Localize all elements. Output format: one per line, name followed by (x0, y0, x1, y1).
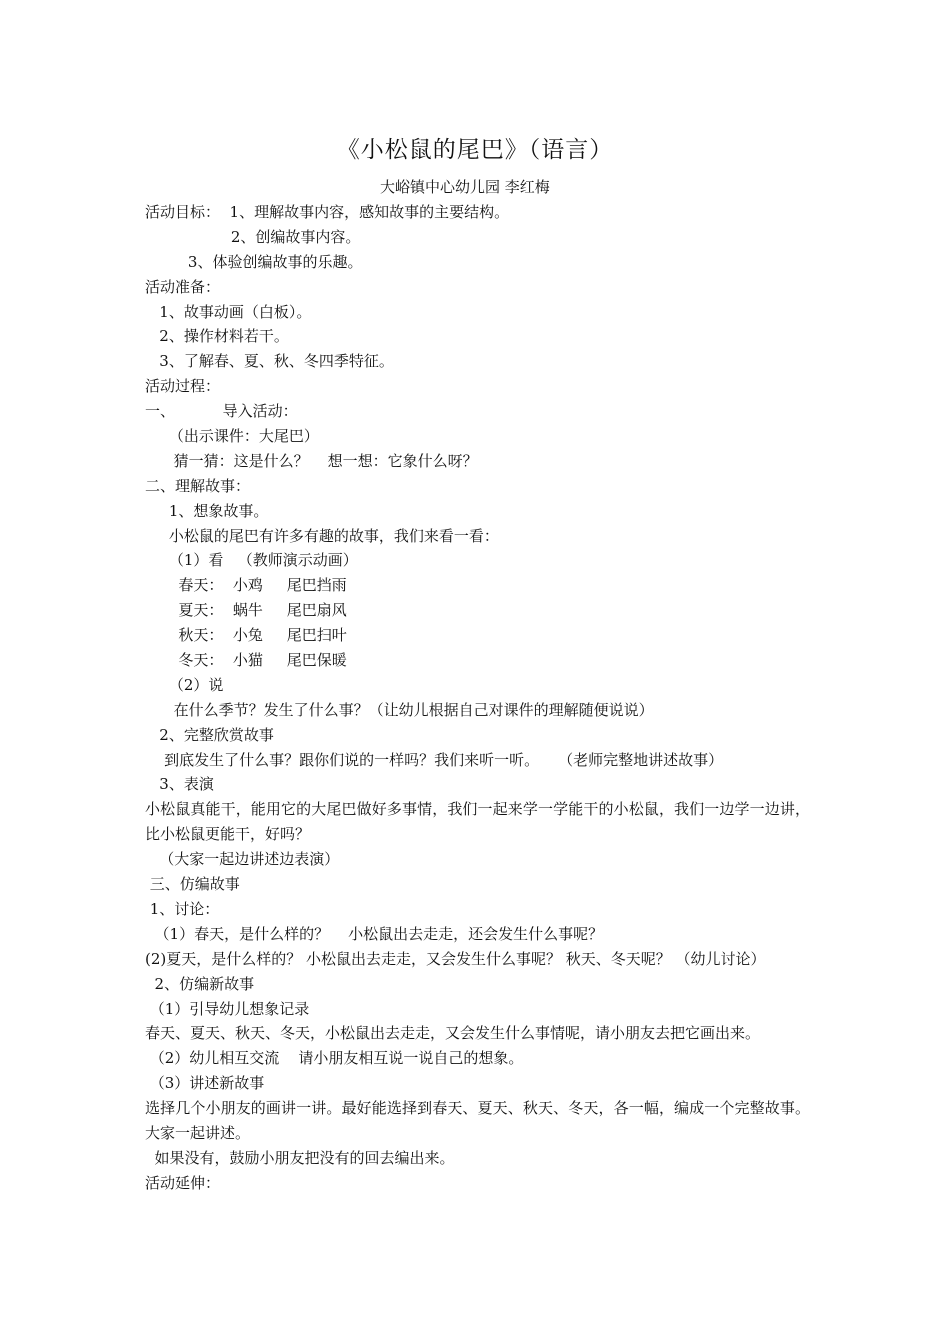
text-line: （3）讲述新故事 (145, 1074, 265, 1093)
text-line: 1、想象故事。 (145, 501, 269, 520)
text-line: 1、故事动画（白板）。 (145, 302, 312, 321)
document-author: 大峪镇中心幼儿园 李红梅 (380, 178, 550, 196)
text-line: 3、体验创编故事的乐趣。 (145, 252, 363, 271)
text-line: 夏天： 蜗牛 尾巴扇风 (145, 601, 347, 620)
text-line: 活动目标： 1、理解故事内容，感知故事的主要结构。 (145, 203, 510, 221)
text-line: 3、表演 (145, 775, 214, 794)
text-line: 在什么季节？发生了什么事？（让幼儿根据自己对课件的理解随便说说） (145, 700, 654, 719)
text-line: 秋天： 小兔 尾巴扫叶 (145, 626, 347, 645)
text-line: 猜一猜：这是什么？ 想一想：它象什么呀？ (145, 451, 478, 470)
text-line: （1）看 （教师演示动画） (145, 551, 358, 570)
text-line: 三、仿编故事 (145, 875, 240, 894)
text-paragraph: 选择几个小朋友的画讲一讲。最好能选择到春天、夏天、秋天、冬天，各一幅，编成一个完整故事。大家一起讲述。 (145, 1099, 810, 1143)
text-line: 春天： 小鸡 尾巴挡雨 (145, 576, 347, 595)
document-body (145, 200, 810, 1196)
text-line: 如果没有，鼓励小朋友把没有的回去编出来。 (145, 1148, 455, 1167)
text-line: 1、讨论： (145, 899, 220, 918)
text-line: 2、操作材料若干。 (145, 327, 289, 346)
text-line: （1）春天，是什么样的？ 小松鼠出去走走，还会发生什么事呢？ (145, 924, 604, 943)
text-line: 到底发生了什么事？跟你们说的一样吗？我们来听一听。 （老师完整地讲述故事） (145, 750, 724, 769)
text-line: 冬天： 小猫 尾巴保暖 (145, 651, 347, 670)
text-line: 2、创编故事内容。 (145, 227, 361, 246)
text-line: 2、仿编新故事 (145, 974, 255, 993)
text-line: （大家一起边讲述边表演） (145, 850, 340, 869)
text-line: （出示课件：大尾巴） (145, 427, 319, 446)
document-title: 《小松鼠的尾巴》（语言） (336, 137, 614, 163)
text-line: 2、完整欣赏故事 (145, 725, 274, 744)
text-line: 小松鼠的尾巴有许多有趣的故事，我们来看一看： (145, 526, 499, 545)
text-line: （2）说 (145, 675, 224, 694)
text-line: 3、了解春、夏、秋、冬四季特征。 (145, 352, 394, 371)
text-paragraph: (2)夏天，是什么样的？ 小松鼠出去走走，又会发生什么事呢？ 秋天、冬天呢？ （幼儿讨论） (145, 949, 766, 968)
text-line: 一、 导入活动： (145, 402, 298, 421)
text-line: 活动准备： (145, 277, 221, 296)
text-line: 活动过程： (145, 377, 221, 396)
text-line: 活动延伸： (145, 1173, 221, 1192)
text-paragraph: 春天、夏天、秋天、冬天，小松鼠出去走走，又会发生什么事情呢，请小朋友去把它画出来。 (145, 1024, 761, 1043)
text-line: （2）幼儿相互交流 请小朋友相互说一说自己的想象。 (145, 1049, 524, 1068)
text-line: （1）引导幼儿想象记录 (145, 999, 310, 1018)
text-line: 二、理解故事： (145, 476, 251, 495)
text-paragraph: 小松鼠真能干，能用它的大尾巴做好多事情，我们一起来学一学能干的小松鼠，我们一边学一边讲，比小松鼠更能干，好吗？ (145, 800, 810, 844)
